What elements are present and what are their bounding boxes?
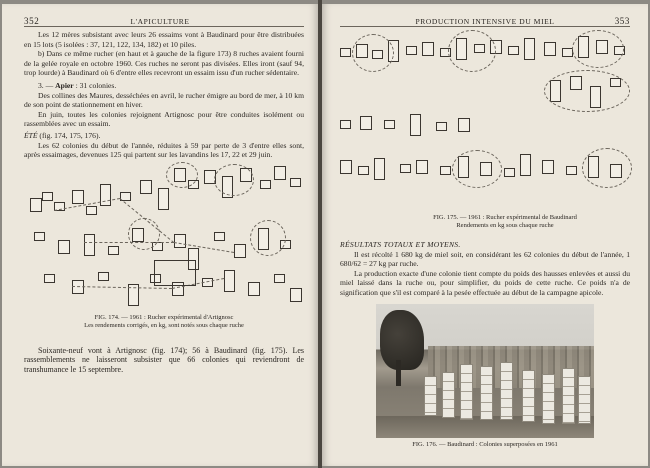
hive-symbol: [566, 166, 577, 175]
hive-cluster-outline: [582, 148, 632, 188]
hive-symbol: [542, 160, 554, 174]
hive-symbol: [72, 190, 84, 204]
hive-symbol: [274, 274, 285, 283]
figure-176-caption: FIG. 176. — Baudinard : Colonies superposées en 1961: [412, 440, 558, 448]
ete-figure-ref: (fig. 174, 175, 176).: [39, 130, 101, 140]
hive-symbol: [34, 232, 45, 241]
hive-symbol: [436, 122, 447, 131]
hive-symbol: [358, 166, 369, 175]
hive-symbol: [224, 270, 235, 292]
paragraph-production: La production exacte d'une colonie tient compte du poids des hausses enlevées et aussi du miel laissé dans la ruche ou, pour simplifier, du poids de cette ruche. Ce poids n'a de signification que s'il est comparé à la pesée effectuée au début de la campagne apicole.: [340, 268, 630, 297]
apier-count: : 31 colonies.: [75, 80, 117, 90]
photo-hive-stack: [542, 374, 555, 424]
connector-line: [72, 286, 172, 289]
hive-symbol: [234, 244, 246, 258]
figure-175-caption-line1: FIG. 175. — 1961 : Rucher expérimental de Baudinard: [433, 214, 577, 221]
hive-symbol: [440, 166, 451, 175]
hive-symbol: [158, 188, 169, 210]
hive-symbol: [504, 168, 515, 177]
hive-symbol: [42, 192, 53, 201]
hive-symbol: [140, 180, 152, 194]
photo-hive-stack: [562, 368, 575, 424]
right-page-number: 353: [614, 16, 630, 26]
hive-symbol: [508, 46, 519, 55]
hive-symbol: [416, 160, 428, 174]
figure-174-caption-line1: FIG. 174. — 1961 : Rucher expérimental d'Artignosc: [94, 313, 234, 321]
hive-symbol: [406, 46, 417, 55]
hive-symbol: [340, 120, 351, 129]
apier-number: 3.: [38, 80, 44, 90]
photo-hive-stack: [460, 364, 473, 420]
hive-symbol: [274, 166, 286, 180]
right-page: [322, 4, 648, 466]
hive-symbol: [384, 120, 395, 129]
hive-symbol: [100, 184, 111, 206]
hive-symbol: [340, 48, 351, 57]
right-header-rule: [340, 26, 630, 27]
paragraph-harvest: Il est récolté 1 680 kg de miel soit, en considérant les 62 colonies du début de l'année, 1 680/62 = 27 kg par ruche.: [340, 249, 630, 269]
hive-symbol: [520, 154, 531, 176]
hive-symbol: [58, 240, 70, 254]
hive-symbol: [174, 234, 186, 248]
hive-symbol: [86, 206, 97, 215]
hive-symbol: [458, 118, 470, 132]
hive-cluster-outline: [452, 150, 502, 188]
hive-symbol: [374, 158, 385, 180]
left-page-number: 352: [24, 16, 40, 26]
photo-hive-stack: [424, 376, 437, 416]
hive-symbol: [422, 42, 434, 56]
hive-symbol: [30, 198, 42, 212]
hive-symbol: [214, 232, 225, 241]
ete-heading: [24, 131, 304, 141]
photo-hive-stack: [442, 372, 455, 418]
paragraph-maures: Des collines des Maures, desséchées en avril, le rucher émigre au bord de mer, à 10 km de son point de stationnement en hiver.: [24, 90, 304, 110]
hive-symbol: [524, 38, 535, 60]
photo-hive-stack: [500, 362, 513, 420]
hive-cluster-outline: [544, 70, 630, 112]
hive-symbol: [290, 178, 301, 187]
figure-174-caption-line2: Les rendements corrigés, en kg, sont notés sous chaque ruche: [84, 321, 244, 329]
photo-tree: [380, 310, 424, 370]
hive-cluster-outline: [250, 220, 286, 256]
left-running-title: L'APICULTURE: [130, 17, 190, 26]
hive-cluster-outline: [166, 162, 198, 188]
hive-symbol: [84, 234, 95, 256]
paragraph-colonies: Les 62 colonies du début de l'année, réduites à 59 par perte de 3 d'entre elles sont, après essaimages, devenues 125 qui partent sur les lavandins les 17, 22 et 29 juin.: [24, 140, 304, 160]
hive-symbol: [98, 272, 109, 281]
hive-symbol: [260, 180, 271, 189]
highlight-box: [154, 260, 196, 286]
connector-line: [84, 242, 174, 243]
left-header-rule: [24, 26, 304, 27]
hive-symbol: [400, 164, 411, 173]
ete-title: ÉTÉ: [24, 130, 38, 140]
figure-175-diagram: [340, 30, 630, 214]
figure-174-diagram: [24, 162, 304, 314]
paragraph-royal-jelly: b) Dans ce même rucher (en haut et à gauche de la figure 173) 8 ruches avaient fourni de la gelée royale en octobre 1960. Ces ruches ne seront pas divisées. Elles iront (sauf 94, trop lourde) à Baudinard où 6 d'entre elles recevront un essaim issu d'un rucher sédentaire.: [24, 49, 304, 78]
apier-dash: —: [45, 80, 54, 90]
hive-symbol: [290, 288, 302, 302]
hive-symbol: [248, 282, 260, 296]
apier-heading: [24, 81, 304, 91]
photo-hive-stack: [522, 370, 535, 422]
photo-tree-trunk: [396, 360, 401, 386]
hive-cluster-outline: [572, 30, 624, 68]
hive-symbol: [544, 42, 556, 56]
hive-cluster-outline: [214, 164, 254, 196]
hive-cluster-outline: [128, 218, 160, 250]
figure-176-photo: [376, 304, 594, 438]
hive-symbol: [360, 116, 372, 130]
hive-cluster-outline: [448, 30, 496, 72]
hive-symbol: [340, 160, 352, 174]
photo-hive-stack: [480, 366, 493, 420]
left-page: [2, 4, 318, 466]
photo-hive-stack: [578, 376, 591, 424]
figure-175-caption-line2: Rendements en kg sous chaque ruche: [456, 222, 554, 229]
apier-label: Apier: [55, 80, 74, 90]
paragraph-transhumance: Soixante-neuf vont à Artignosc (fig. 174); 56 à Baudinard (fig. 175). Les rassemblements ne laisseront subsister que 66 colonies qui reviendront de transhumance le 15 septembre.: [24, 345, 304, 374]
paragraph-june: En juin, toutes les colonies rejoignent Artignosc pour être conduites isolément ou rassemblées avec un essaim.: [24, 109, 304, 129]
hive-symbol: [108, 246, 119, 255]
hive-cluster-outline: [352, 34, 394, 72]
right-running-title: PRODUCTION INTENSIVE DU MIEL: [415, 17, 555, 26]
hive-symbol: [44, 274, 55, 283]
paragraph-mothers: Les 12 mères subsistant avec leurs 26 essaims vont à Baudinard pour être distribuées en 15 lots (5 isolées : 37, 121, 122, 134, 182) et 10 piles.: [24, 30, 304, 49]
hive-symbol: [410, 114, 421, 136]
results-heading: RÉSULTATS TOTAUX ET MOYENS.: [340, 240, 461, 249]
